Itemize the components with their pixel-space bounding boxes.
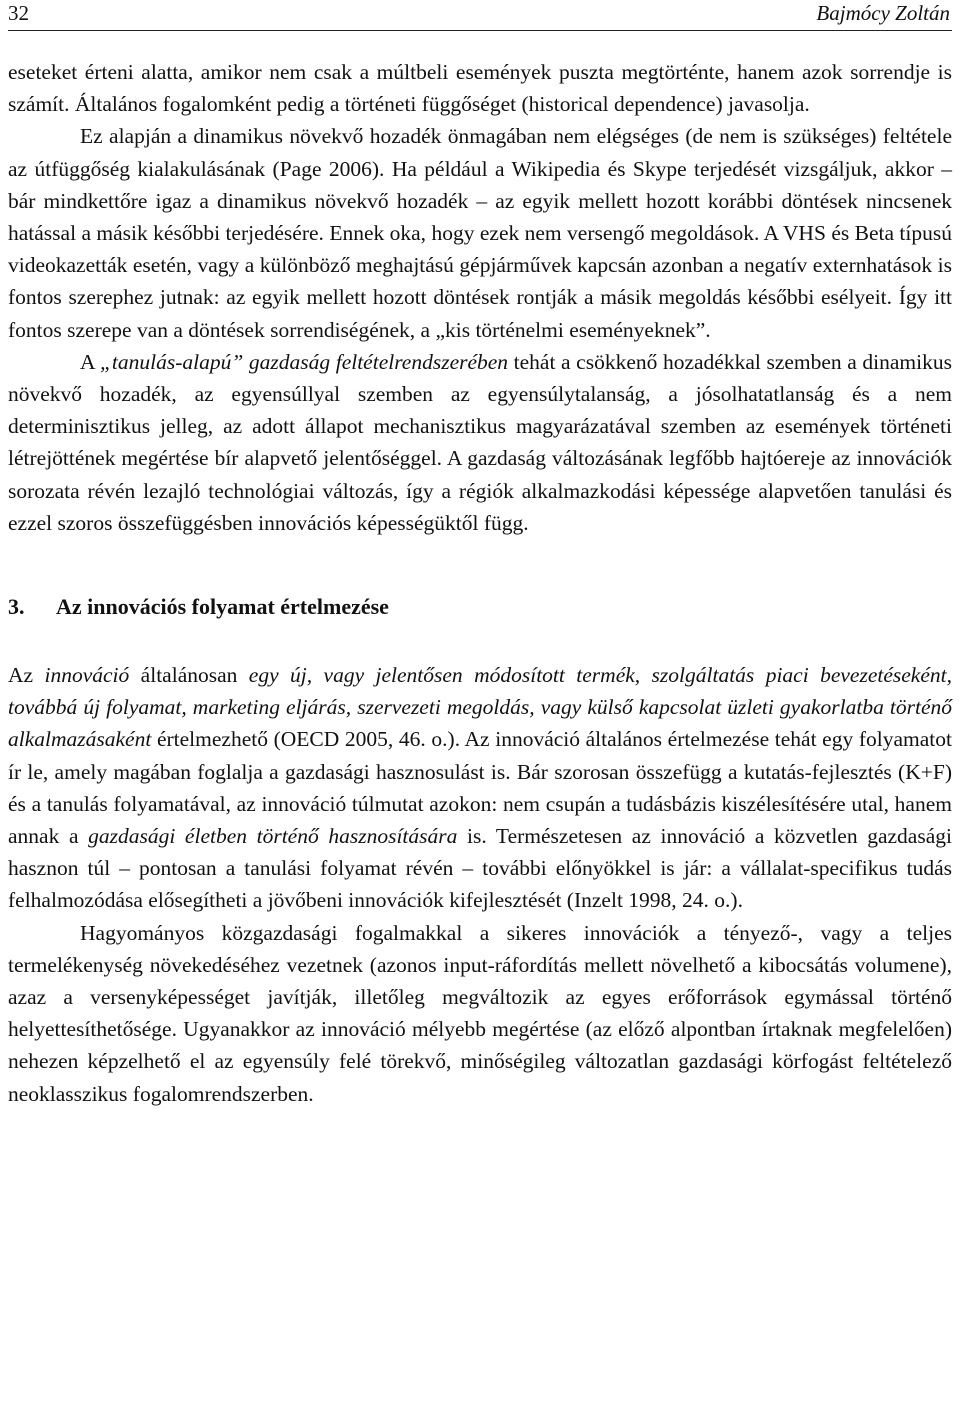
heading-spacer <box>8 623 952 659</box>
running-header <box>8 0 952 31</box>
paragraph-5: Hagyományos közgazdasági fogalmakkal a sikeres innovációk a tényező-, vagy a teljes termelékenység növekedéséhez vezetnek (azonos input-ráfordítás mellett növelhető a kibocsátás volumene), azaz a versenyképességet javítják, illetőleg megváltozik az egyes erőforrások egymással történő helyettesíthetősége. Ugyanakkor az innováció mélyebb megértése (az előző alpontban írtaknak megfelelően) nehezen képzelhető el az egyensúly felé törekvő, minőségileg változatlan gazdasági körfogást feltételező neoklasszikus fogalomrendszerben. <box>8 920 952 1106</box>
paragraph-3-part-a: A <box>80 349 100 374</box>
paragraph-4-definition: egy új, vagy jelentősen módosított termék, szolgáltatás piaci bevezetéseként, továbbá új folyamat, marketing eljárás, szervezeti megoldás, vagy külső kapcsolat üzleti gyakorlatba történő alkalmazásaként <box>8 663 952 752</box>
paragraph-1: eseteket érteni alatta, amikor nem csak a múltbeli események puszta megtörténte, hanem azok sorrendje is számít. Általános fogalomként pedig a történeti függőséget (historical dependence) javasolja. <box>8 60 952 117</box>
section-title: Az innovációs folyamat értelmezése <box>56 594 389 620</box>
paragraph-4-part-c: általánosan <box>129 663 249 688</box>
paragraph-4-part-a: Az <box>8 663 45 688</box>
paragraph-4-term: innováció <box>44 663 130 688</box>
section-number: 3. <box>8 594 25 620</box>
running-header-author: Bajmócy Zoltán <box>816 1 950 25</box>
page-number: 32 <box>8 1 29 25</box>
section-heading <box>8 591 952 623</box>
paragraph-4-part-g: is. Természetesen az innováció a közvetlen gazdasági hasznon túl – pontosan a tanulási folyamat révén – további előnyökkel is jár: a vállalat-specifikus tudás felhalmozódása elősegítheti a jövőbeni innovációk kifejlesztését (Inzelt 1998, 24. o.). <box>8 824 952 913</box>
paragraph-3-emphasis: „tanulás-alapú” gazdaság feltételrendszerében <box>99 349 509 374</box>
paragraph-4 <box>8 659 952 917</box>
paragraph-3-part-c: tehát a csökkenő hozadékkal szemben a dinamikus növekvő hozadék, az egyensúllyal szemben az egyensúlytalanság, a jósolhatatlanság és a nem determinisztikus jelleg, az adott állapot mechanisztikus magyarázatával szemben az események történeti létrejöttének megértése bír alapvető jelentőséggel. A gazdaság változásának legfőbb hajtóereje az innovációk sorozata révén lezajló technológiai változás, így a régiók alkalmazkodási képessége alapvetően tanulási és ezzel szoros összefüggésben innovációs képességüktől függ. <box>8 349 952 535</box>
body-text <box>8 56 952 1110</box>
paragraph-4-part-e: értelmezhető (OECD 2005, 46. o.). Az innováció általános értelmezése tehát egy folyamatot ír le, amely magában foglalja a gazdasági hasznosulást is. Bár szorosan összefügg a kutatás-fejlesztés (K+F) és a tanulás folyamatával, az innováció túlmutat azokon: nem csupán a tudásbázis kiszélesítésére utal, hanem annak a <box>8 727 952 849</box>
paragraph-4-emphasis: gazdasági életben történő hasznosítására <box>88 824 458 849</box>
paragraph-2: Ez alapján a dinamikus növekvő hozadék önmagában nem elégséges (de nem is szükséges) feltétele az útfüggőség kialakulásának (Page 2006). Ha például a Wikipedia és Skype terjedését vizsgáljuk, akkor – bár mindkettőre igaz a dinamikus növekvő hozadék – az egyik mellett hozott korábbi döntések nincsenek hatással a másik későbbi terjedésére. Ennek oka, hogy ezek nem versengő megoldások. A VHS és Beta típusú videokazetták esetén, vagy a különböző meghajtású gépjárművek kapcsán azonban a negatív externhatások is fontos szerephez jutnak: az egyik mellett hozott döntések rontják a másik megoldás későbbi esélyeit. Így itt fontos szerepe van a döntések sorrendiségének, a „kis történelmi eseményeknek”. <box>8 124 952 342</box>
paragraph-3 <box>8 346 952 539</box>
